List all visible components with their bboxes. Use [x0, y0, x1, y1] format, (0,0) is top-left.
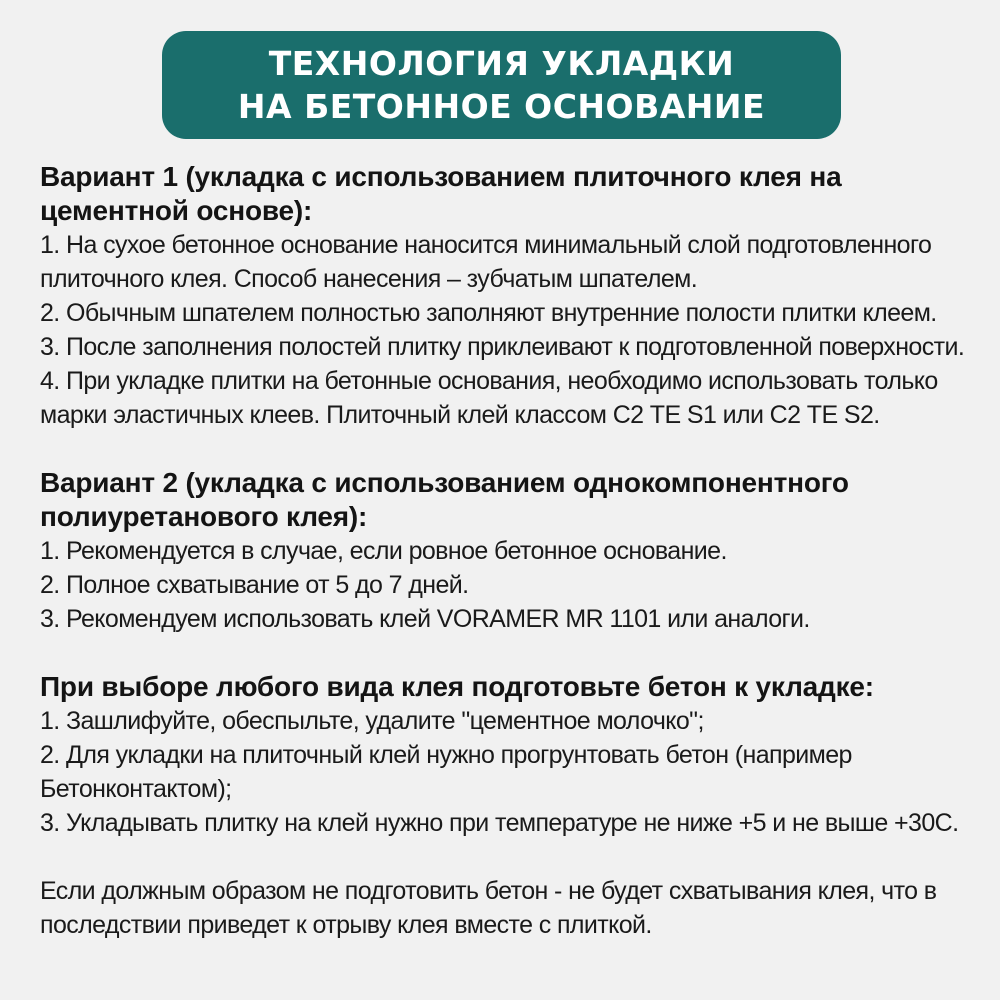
- section-spacer: [40, 636, 970, 670]
- warning-line: последствии приведет к отрыву клея вместе с плиткой.: [40, 911, 652, 939]
- section-spacer: [40, 840, 970, 874]
- variant-2-heading-line-2: полиуретанового клея):: [40, 501, 368, 532]
- warning-line: Если должным образом не подготовить бетон - не будет схватывания клея, что в: [40, 877, 937, 905]
- instructions-content: [40, 160, 970, 942]
- preparation-line: 1. Зашлифуйте, обеспыльте, удалите "цементное молочко";: [40, 707, 704, 735]
- preparation-line: 2. Для укладки на плиточный клей нужно прогрунтовать бетон (например: [40, 741, 852, 769]
- variant-2-line: 2. Полное схватывание от 5 до 7 дней.: [40, 571, 469, 599]
- variant-1-line: 3. После заполнения полостей плитку приклеивают к подготовленной поверхности.: [40, 333, 965, 361]
- warning-section: [40, 874, 970, 942]
- variant-2-heading-line-1: Вариант 2 (укладка с использованием однокомпонентного: [40, 467, 849, 498]
- preparation-section: [40, 670, 970, 840]
- title-line-1: ТЕХНОЛОГИЯ УКЛАДКИ: [268, 44, 735, 83]
- section-spacer: [40, 432, 970, 466]
- variant-2-line: 1. Рекомендуется в случае, если ровное бетонное основание.: [40, 537, 727, 565]
- preparation-heading: При выборе любого вида клея подготовьте бетон к укладке:: [40, 671, 874, 702]
- variant-1-section: [40, 160, 970, 432]
- variant-1-line: плиточного клея. Способ нанесения – зубчатым шпателем.: [40, 265, 698, 293]
- variant-1-line: марки эластичных клеев. Плиточный клей классом С2 ТЕ S1 или С2 ТЕ S2.: [40, 401, 880, 429]
- title-banner: [162, 31, 841, 139]
- variant-1-heading-line-1: Вариант 1 (укладка с использованием плиточного клея на: [40, 161, 842, 192]
- variant-2-section: [40, 466, 970, 636]
- variant-2-line: 3. Рекомендуем использовать клей VORAMER MR 1101 или аналоги.: [40, 605, 810, 633]
- preparation-line: Бетонконтактом);: [40, 775, 232, 803]
- variant-1-line: 4. При укладке плитки на бетонные основания, необходимо использовать только: [40, 367, 938, 395]
- variant-1-heading-line-2: цементной основе):: [40, 195, 313, 226]
- title-line-2: НА БЕТОННОЕ ОСНОВАНИЕ: [237, 87, 766, 126]
- variant-1-line: 1. На сухое бетонное основание наносится минимальный слой подготовленного: [40, 231, 932, 259]
- variant-1-line: 2. Обычным шпателем полностью заполняют внутренние полости плитки клеем.: [40, 299, 937, 327]
- preparation-line: 3. Укладывать плитку на клей нужно при температуре не ниже +5 и не выше +30С.: [40, 809, 959, 837]
